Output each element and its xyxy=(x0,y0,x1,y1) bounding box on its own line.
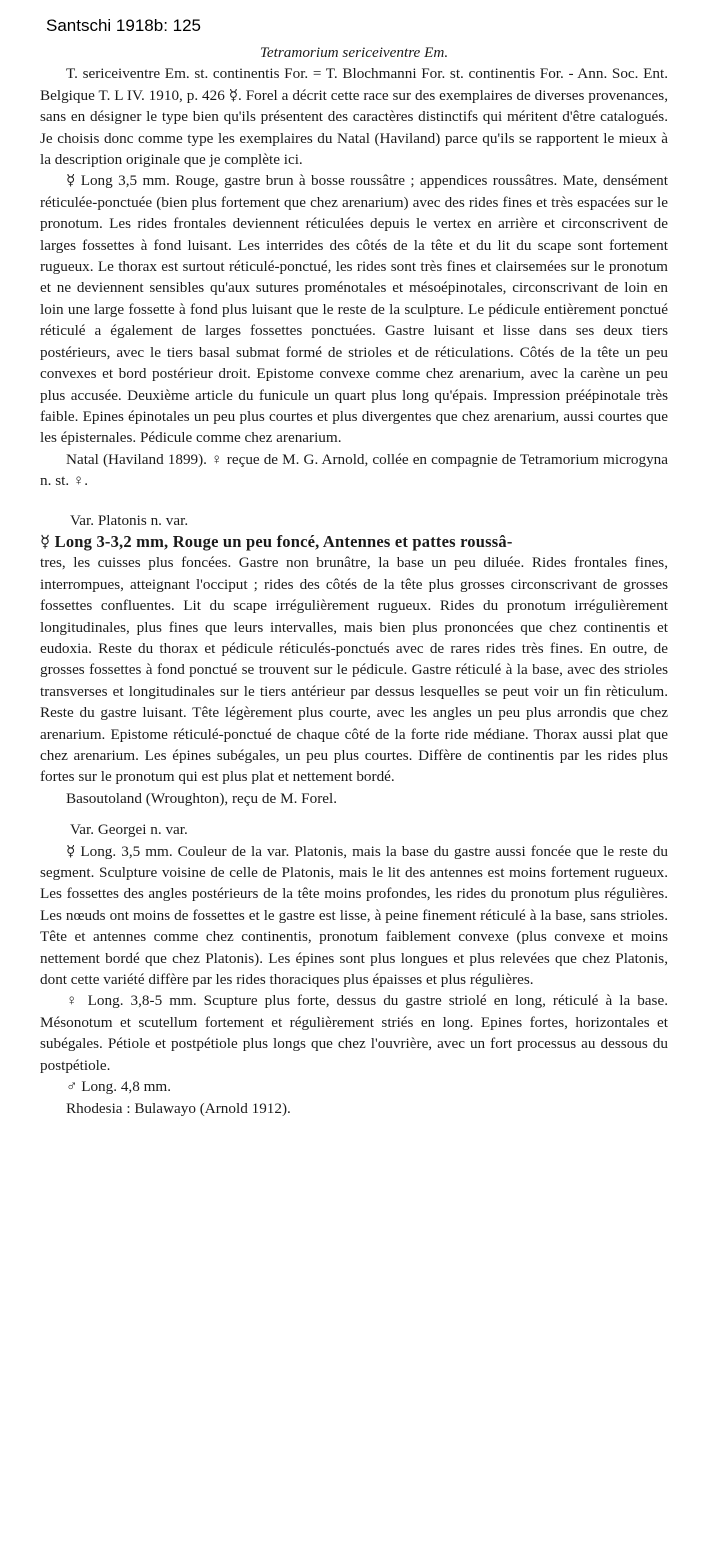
var-georgei-locality: Rhodesia : Bulawayo (Arnold 1912). xyxy=(66,1099,291,1117)
paragraph-locality: Natal (Haviland 1899). ♀ reçue de M. G. Arnold, collée en compagnie de Tetramorium microgyna n. st. ♀. xyxy=(40,450,668,490)
var-platonis-heading: Var. Platonis n. var. xyxy=(70,511,189,529)
var-georgei-female: ♀ Long. 3,8-5 mm. Scupture plus forte, dessus du gastre striolé en long, réticulé à la base. Mésonotum et scutellum fortement et régulièrement striés en long. Epines fortes, horizontales et subégales. Pétiole et postpétiole plus longs que chez l'ouvrière, avec un fort processus au dessous du postpétiole. xyxy=(40,992,668,1074)
var-platonis-first-line: ☿ Long 3-3,2 mm, Rouge un peu foncé, Antennes et pattes roussâ- xyxy=(40,531,513,551)
species-section xyxy=(40,42,668,1119)
species-title: Tetramorium sericeiventre Em. xyxy=(259,44,449,61)
var-platonis-description: tres, les cuisses plus foncées. Gastre non brunâtre, la base un peu diluée. Rides frontales fines, interrompues, atteignant l'occiput ; rides des côtés de la tête plus grosses circonscrivant de grosses fossettes confluentes. Lit du scape irrégulièrement rugueux. Rides du pronotum irrégulièrement longitudinales, plus fines que leurs intervalles, mais bien plus prononcées que chez continentis et eudoxia. Reste du thorax et pédicule réticulés-ponctués avec de rares rides très fines. En outre, de grosses fossettes à fond ponctué se trouvent sur le pédicule. Gastre réticulé à la base, avec des strioles transverses et longitudinales sur le tiers antérieur par dessus lesquelles se peut voir un fin rèticulum. Reste du gastre luisant. Tête légèrement plus courte, avec les angles un peu plus arrondis que chez arenarium. Epistome réticulé-ponctué de chaque côté de la forte ride médiane. Thorax aussi plat que chez arenarium. Les épines subégales, un peu plus courtes. Diffère de continentis par les rides plus fortes sur le pronotum qui est plus plat et nettement bordé. xyxy=(40,554,668,786)
var-georgei-heading: Var. Georgei n. var. xyxy=(70,821,188,839)
page-header: Santschi 1918b: 125 xyxy=(46,16,202,35)
var-platonis-locality: Basoutoland (Wroughton), reçu de M. Forel. xyxy=(66,789,338,807)
var-georgei-worker: ☿ Long. 3,5 mm. Couleur de la var. Platonis, mais la base du gastre aussi foncée que le reste du segment. Sculpture voisine de celle de Platonis, mais le lit des antennes est moins fortement rugueux. Les fossettes des angles postérieurs de la tête moins profondes, les rides du pronotum plus régulières. Les nœuds ont moins de fossettes et le gastre est lisse, à peine finement réticulé à la base, sans strioles. Tête et antennes comme chez continentis, pronotum faiblement convexe (plus convexe et moins nettement bordé que chez Platonis). Les épines sont plus longues et plus relevées que chez Platonis, dont cette variété diffère par les rides thoraciques plus épaisses et plus régulières. xyxy=(40,842,668,989)
var-georgei-male: ♂ Long. 4,8 mm. xyxy=(66,1078,172,1096)
paragraph-worker-description: ☿ Long 3,5 mm. Rouge, gastre brun à bosse roussâtre ; appendices roussâtres. Mate, densément réticulée-ponctuée (bien plus fortement que chez arenarium) avec des rides fines et très espacées sur le pronotum. Les rides frontales deviennent réticulées depuis le vertex en arrière et circonscrivent de larges fossettes à fond luisant. Les interrides des côtés de la tête et du lit du scape sont fortement rugueux. Le thorax est surtout réticulé-ponctué, les rides sont très fines et clairsemées sur le pronotum et ne deviennent sensibles qu'aux sutures proménotales et mésoépinotales, circonscrivant de loin en loin une large fossette à fond plus luisant que le reste de la sculpture. Le pédicule entièrement ponctué réticulé a également de larges fossettes ponctuées. Gastre luisant et lisse dans ses deux tiers postérieurs, avec le tiers basal submat formé de strioles et de réticulations. Côtés de la tête un peu convexes et bord postérieur droit. Epistome convexe comme chez arenarium, avec la carène un peu plus accusée. Deuxième article du funicule un quart plus long qu'épais. Impression préépinotale très faible. Epines épinotales un peu plus courtes et plus divergentes que chez arenarium, aussi courtes que les épisternales. Pédicule comme chez arenarium. xyxy=(40,172,668,447)
paragraph-synonymy: T. sericeiventre Em. st. continentis For. = T. Blochmanni For. st. continentis For. - Ann. Soc. Ent. Belgique T. L IV. 1910, p. 426 ☿. Forel a décrit cette race sur des exemplaires de diverses provenances, sans en désigner le type bien qu'ils présentent des caractères distinctifs qui méritent d'être catalogués. Je choisis donc comme type les exemplaires du Natal (Haviland) parce qu'ils se rapportent le mieux à la description originale que je complète ici. xyxy=(40,65,668,169)
